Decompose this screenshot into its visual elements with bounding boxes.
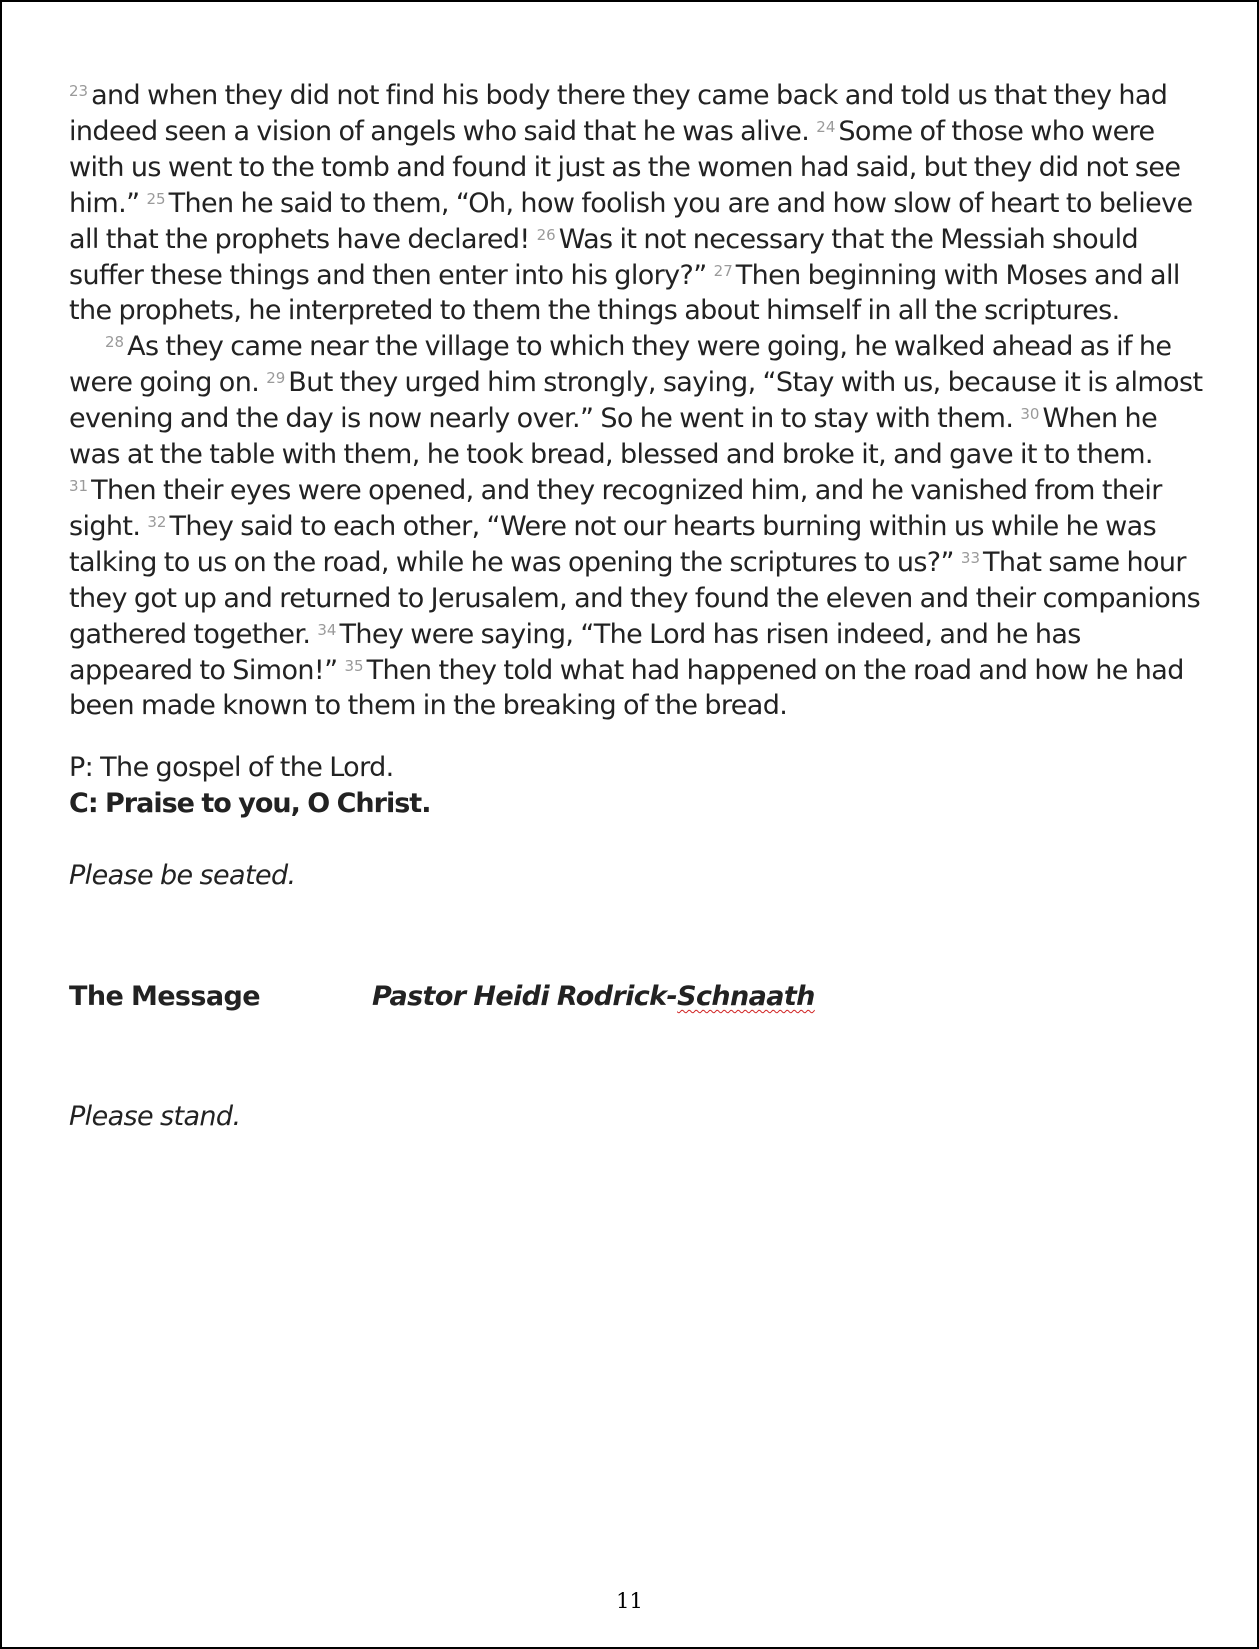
verse-number: 33 bbox=[960, 548, 981, 567]
message-heading bbox=[69, 979, 1209, 1015]
verse-number: 29 bbox=[266, 369, 286, 388]
verse-text: They were saying, “The Lord has risen indeed, and he has appeared to Simon!” bbox=[69, 618, 1081, 686]
pastor-surname-misspelled[interactable]: Schnaath bbox=[677, 981, 815, 1013]
page-number: 11 bbox=[616, 1589, 643, 1613]
verse-text: That same hour they got up and returned to Jerusalem, and they found the eleven and their companions gathered together. bbox=[69, 546, 1201, 650]
verse-text: Then beginning with Moses and all the prophets, he interpreted to them the things about himself in all the scriptures. bbox=[69, 259, 1180, 327]
scripture-paragraph-2 bbox=[69, 329, 1209, 724]
verse-number: 30 bbox=[1020, 405, 1040, 424]
pastor-name: Pastor Heidi Rodrick- bbox=[372, 981, 678, 1013]
verse-number: 26 bbox=[536, 225, 556, 244]
stand-instruction: Please stand. bbox=[69, 1100, 241, 1132]
page-body bbox=[69, 78, 1209, 1135]
verse-number: 25 bbox=[146, 189, 166, 208]
verse-text: As they came near the village to which they were going, he walked ahead as if he were going on. bbox=[69, 331, 1172, 399]
congregation-response: C: Praise to you, O Christ. bbox=[69, 788, 431, 820]
message-pastor bbox=[372, 979, 815, 1015]
verse-text: Then he said to them, “Oh, how foolish you are and how slow of heart to believe all that the prophets have declared! bbox=[69, 187, 1193, 255]
verse-number: 35 bbox=[344, 656, 364, 675]
verse-text: They said to each other, “Were not our hearts burning within us while he was talking to us on the road, while he was opening the scriptures to us?” bbox=[69, 510, 1157, 578]
verse-number: 31 bbox=[69, 476, 89, 495]
verse-text: and when they did not find his body there they came back and told us that they had indeed seen a vision of angels who said that he was alive. bbox=[69, 80, 1168, 147]
seated-instruction: Please be seated. bbox=[69, 860, 296, 892]
verse-number: 28 bbox=[105, 333, 125, 352]
verse-text: But they urged him strongly, saying, “Stay with us, because it is almost evening and the day is now nearly over.” So he went in to stay with them. bbox=[69, 367, 1203, 435]
pastor-response: P: The gospel of the Lord. bbox=[69, 752, 394, 784]
verse-number: 23 bbox=[69, 82, 89, 100]
verse-text: Then they told what had happened on the road and how he had been made known to them in the breaking of the bread. bbox=[69, 654, 1184, 722]
verse-number: 27 bbox=[713, 261, 733, 280]
verse-text: When he was at the table with them, he took bread, blessed and broke it, and gave it to them. bbox=[69, 403, 1158, 471]
scripture-paragraph-1 bbox=[69, 78, 1209, 329]
verse-text: Was it not necessary that the Messiah should suffer these things and then enter into his glory?” bbox=[69, 223, 1139, 291]
verse-number: 32 bbox=[147, 512, 167, 531]
verse-number: 24 bbox=[816, 117, 836, 136]
verse-text: Some of those who were with us went to the tomb and found it just as the women had said, but they did not see him.” bbox=[69, 115, 1181, 219]
message-title: The Message bbox=[69, 981, 260, 1013]
verse-text: Then their eyes were opened, and they recognized him, and he vanished from their sight. bbox=[69, 474, 1162, 542]
verse-number: 34 bbox=[317, 620, 337, 639]
